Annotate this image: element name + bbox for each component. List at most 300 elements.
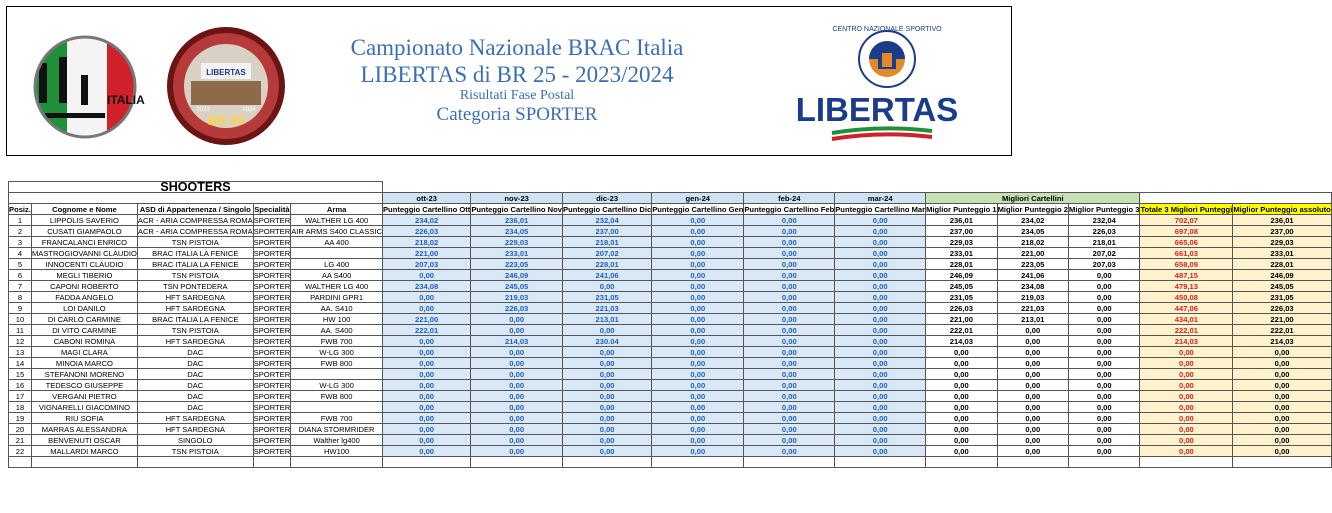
cell-club: TSN PONTEDERA — [137, 281, 253, 292]
cell-pos: 11 — [9, 325, 32, 336]
cell-mar: 0,00 — [835, 292, 926, 303]
cell-pos: 17 — [9, 391, 32, 402]
cell-gen: 0,00 — [652, 259, 744, 270]
cell-absolute: 214,03 — [1233, 336, 1331, 347]
cell-ott: 0,00 — [382, 369, 470, 380]
cell-club: DAC — [137, 369, 253, 380]
cell-feb: 0,00 — [744, 314, 835, 325]
cell-nov: 236,01 — [471, 215, 563, 226]
table-row — [9, 215, 1332, 226]
cell-nov: 246,09 — [471, 270, 563, 281]
cell-feb: 0,00 — [744, 380, 835, 391]
cell-feb: 0,00 — [744, 402, 835, 413]
cell-mar: 0,00 — [835, 380, 926, 391]
table-row — [9, 369, 1332, 380]
cell-best2: 0,00 — [997, 435, 1068, 446]
cell-best2: 0,00 — [997, 358, 1068, 369]
cell-total: 447,06 — [1140, 303, 1233, 314]
cell-feb: 0,00 — [744, 358, 835, 369]
cell-absolute: 0,00 — [1233, 358, 1331, 369]
cell-pos: 5 — [9, 259, 32, 270]
cell-gen: 0,00 — [652, 325, 744, 336]
col-header-gen: Punteggio Cartellino Gen — [652, 204, 744, 214]
col-header-mar: Punteggio Cartellino Mar — [835, 204, 926, 214]
table-row — [9, 380, 1332, 391]
cell-weapon: LG 400 — [291, 259, 383, 270]
cell-gen: 0,00 — [652, 391, 744, 402]
cell-dic: 0,00 — [563, 369, 652, 380]
libertas-arc-text: CENTRO NAZIONALE SPORTIVO — [832, 26, 942, 33]
cell-dic: 0,00 — [563, 435, 652, 446]
cell-pos: 6 — [9, 270, 32, 281]
cell-nov: 245,05 — [471, 281, 563, 292]
cell-ott: 0,00 — [382, 402, 470, 413]
cell-weapon: AIR ARMS S400 CLASSIC — [291, 226, 382, 236]
results-table-wrapper — [8, 181, 1332, 468]
cell-absolute: 245,05 — [1233, 281, 1331, 292]
cell-best3: 0,00 — [1069, 402, 1140, 413]
cell-weapon: Walther lg400 — [291, 435, 383, 446]
cell-specialty: SPORTER — [253, 281, 291, 291]
cell-club: BRAC ITALIA LA FENICE — [137, 314, 253, 325]
cell-specialty: SPORTER — [253, 248, 291, 258]
cell-weapon — [291, 402, 383, 413]
cell-best2: 0,00 — [997, 424, 1068, 435]
cell-gen: 0,00 — [652, 446, 744, 457]
cell-weapon: WALTHER LG 400 — [291, 281, 383, 292]
cell-dic: 0,00 — [563, 413, 652, 424]
cell-feb: 0,00 — [744, 237, 835, 248]
cell-gen: 0,00 — [652, 380, 744, 391]
cell-club: DAC — [137, 380, 253, 391]
cell-club: BRAC ITALIA LA FENICE — [137, 248, 253, 259]
cell-specialty: SPORTER — [253, 424, 291, 434]
cell-total: 0,00 — [1140, 402, 1233, 413]
cell-feb: 0,00 — [744, 281, 835, 292]
cell-best3: 218,01 — [1069, 237, 1140, 248]
cell-nov: 0,00 — [471, 424, 563, 435]
cell-best1: 226,03 — [926, 303, 997, 314]
brac-logo-text: ITALIA — [107, 93, 145, 107]
cell-name: BENVENUTI OSCAR — [31, 435, 137, 446]
cell-nov: 0,00 — [471, 369, 563, 380]
cell-pos: 1 — [9, 215, 32, 226]
cell-club: HFT SARDEGNA — [137, 336, 253, 347]
results-table — [8, 181, 1332, 468]
cell-pos: 8 — [9, 292, 32, 303]
cell-best2: 234,08 — [997, 281, 1068, 292]
cell-weapon: AA. S400 — [291, 325, 383, 336]
cell-total: 450,08 — [1140, 292, 1233, 303]
cell-best3: 0,00 — [1069, 347, 1140, 358]
cell-best1: 0,00 — [926, 435, 997, 446]
cell-club: HFT SARDEGNA — [137, 292, 253, 303]
cell-total: 665,06 — [1140, 237, 1233, 248]
cell-mar: 0,00 — [835, 226, 926, 237]
table-row — [9, 270, 1332, 281]
cell-ott: 221,00 — [382, 314, 470, 325]
col-header-m1: Miglior Punteggio 1 — [926, 204, 997, 214]
cell-total: 661,03 — [1140, 248, 1233, 259]
cell-dic: 0,00 — [563, 347, 652, 358]
cell-specialty: SPORTER — [253, 369, 291, 379]
cell-feb: 0,00 — [744, 292, 835, 303]
cell-club: TSN PISTOIA — [137, 270, 253, 281]
cell-best3: 0,00 — [1069, 424, 1140, 435]
cell-total: 0,00 — [1140, 391, 1233, 402]
cell-best3: 0,00 — [1069, 303, 1140, 314]
cell-club: ACR - ARIA COMPRESSA ROMA — [137, 215, 253, 225]
cell-name: LIPPOLIS SAVERIO — [31, 215, 137, 226]
cell-ott: 234,02 — [382, 215, 470, 226]
shooters-title: SHOOTERS — [9, 182, 383, 193]
table-row — [9, 358, 1332, 369]
cell-pos: 15 — [9, 369, 32, 380]
cell-feb: 0,00 — [744, 424, 835, 435]
cell-name: MASTROGIOVANNI CLAUDIO — [31, 248, 137, 258]
cell-specialty: SPORTER — [253, 270, 291, 280]
cell-gen: 0,00 — [652, 226, 744, 237]
cell-weapon: WALTHER LG 400 — [291, 215, 383, 226]
cell-best3: 0,00 — [1069, 270, 1140, 281]
cell-specialty: SPORTER — [253, 380, 291, 390]
cell-feb: 0,00 — [744, 347, 835, 358]
cell-total: 0,00 — [1140, 446, 1233, 457]
cell-feb: 0,00 — [744, 215, 835, 226]
title-block — [292, 35, 742, 126]
cell-ott: 0,00 — [382, 435, 470, 446]
table-row — [9, 248, 1332, 259]
cell-best3: 0,00 — [1069, 281, 1140, 292]
cell-specialty: SPORTER — [253, 402, 291, 412]
cell-mar: 0,00 — [835, 270, 926, 281]
medal-year-right: 2024 — [242, 107, 256, 113]
cell-absolute: 237,00 — [1233, 226, 1331, 237]
cell-best2: 223,05 — [997, 259, 1068, 270]
cell-mar: 0,00 — [835, 369, 926, 380]
cell-nov: 0,00 — [471, 402, 563, 413]
cell-best1: 221,00 — [926, 314, 997, 325]
cell-mar: 0,00 — [835, 248, 926, 259]
cell-gen: 0,00 — [652, 358, 744, 369]
cell-weapon: AA 400 — [291, 237, 383, 248]
cell-best3: 0,00 — [1069, 314, 1140, 325]
sub-title: LIBERTAS di BR 25 - 2023/2024 — [360, 62, 674, 87]
cell-name: LOI DANILO — [31, 303, 137, 314]
cell-gen: 0,00 — [652, 281, 744, 292]
cell-best2: 0,00 — [997, 402, 1068, 413]
cell-total: 214,03 — [1140, 336, 1233, 347]
cell-total: 658,09 — [1140, 259, 1233, 270]
cell-dic: 0,00 — [563, 281, 652, 292]
cell-best3: 0,00 — [1069, 369, 1140, 380]
cell-absolute: 0,00 — [1233, 424, 1331, 435]
category-title: Categoria SPORTER — [436, 104, 598, 125]
month-header: mar-24 — [835, 193, 926, 204]
cell-feb: 0,00 — [744, 446, 835, 457]
cell-total: 697,08 — [1140, 226, 1233, 237]
cell-pos: 2 — [9, 226, 32, 237]
cell-dic: 0,00 — [563, 325, 652, 336]
cell-best1: 245,05 — [926, 281, 997, 292]
month-header: gen-24 — [652, 193, 744, 204]
cell-absolute: 0,00 — [1233, 413, 1331, 424]
cell-gen: 0,00 — [652, 215, 744, 226]
cell-best2: 221,03 — [997, 303, 1068, 314]
header-banner — [6, 6, 1012, 156]
cell-gen: 0,00 — [652, 424, 744, 435]
cell-specialty: SPORTER — [253, 391, 291, 401]
cell-ott: 0,00 — [382, 446, 470, 457]
cell-specialty: SPORTER — [253, 215, 291, 225]
table-row — [9, 435, 1332, 446]
col-header-ott: Punteggio Cartellino Ott — [382, 204, 471, 214]
cell-mar: 0,00 — [835, 314, 926, 325]
cell-mar: 0,00 — [835, 281, 926, 292]
cell-absolute: 236,01 — [1233, 215, 1331, 226]
cell-absolute: 0,00 — [1233, 380, 1331, 391]
col-header-arma: Arma — [291, 204, 383, 215]
cell-gen: 0,00 — [652, 270, 744, 281]
cell-specialty: SPORTER — [253, 413, 291, 423]
cell-weapon: DIANA STORMRIDER — [291, 424, 383, 435]
table-row — [9, 347, 1332, 358]
cell-mar: 0,00 — [835, 303, 926, 314]
cell-name: CAPONI ROBERTO — [31, 281, 137, 292]
cell-feb: 0,00 — [744, 270, 835, 281]
cell-absolute: 231,05 — [1233, 292, 1331, 303]
cell-absolute: 0,00 — [1233, 391, 1331, 402]
cell-weapon: PARDINI GPR1 — [291, 292, 383, 303]
cell-specialty: SPORTER — [253, 325, 291, 335]
cell-nov: 0,00 — [471, 446, 563, 457]
cell-mar: 0,00 — [835, 413, 926, 424]
cell-ott: 0,00 — [382, 391, 470, 402]
cell-best1: 0,00 — [926, 413, 997, 424]
cell-dic: 0,00 — [563, 380, 652, 391]
cell-best3: 0,00 — [1069, 446, 1140, 457]
cell-best2: 0,00 — [997, 380, 1068, 391]
cell-absolute: 221,00 — [1233, 314, 1331, 325]
cell-weapon: FWB 700 — [291, 413, 383, 424]
cell-best1: 229,03 — [926, 237, 997, 248]
cell-total: 487,15 — [1140, 270, 1233, 281]
cell-name: MAGI CLARA — [31, 347, 137, 358]
cell-total: 0,00 — [1140, 424, 1233, 435]
cell-ott: 0,00 — [382, 270, 470, 281]
cell-name: MARRAS ALESSANDRA — [31, 424, 137, 435]
cell-ott: 0,00 — [382, 413, 470, 424]
col-header-dic: Punteggio Cartellino Dic — [563, 204, 652, 214]
cell-total: 479,13 — [1140, 281, 1233, 292]
cell-club: TSN PISTOIA — [137, 446, 253, 457]
cell-best1: 233,01 — [926, 248, 997, 259]
cell-gen: 0,00 — [652, 248, 744, 259]
cell-best1: 246,09 — [926, 270, 997, 281]
cell-dic: 230.04 — [563, 336, 652, 347]
cell-best1: 0,00 — [926, 402, 997, 413]
cell-ott: 0,00 — [382, 358, 470, 369]
cell-best1: 0,00 — [926, 391, 997, 402]
cell-nov: 229,03 — [471, 237, 563, 248]
cell-best3: 207,02 — [1069, 248, 1140, 259]
cell-dic: 0,00 — [563, 424, 652, 435]
cell-ott: 222,01 — [382, 325, 470, 336]
cell-dic: 218,01 — [563, 237, 652, 248]
cell-nov: 234,05 — [471, 226, 563, 237]
libertas-wordmark: LIBERTAS — [795, 91, 959, 128]
cell-pos: 16 — [9, 380, 32, 391]
cell-absolute: 226,03 — [1233, 303, 1331, 314]
cell-ott: 207,03 — [382, 259, 470, 270]
cell-best2: 218,02 — [997, 237, 1068, 248]
cell-best1: 214,03 — [926, 336, 997, 347]
cell-name: CUSATI GIAMPAOLO — [31, 226, 137, 237]
col-header-absolute: Miglior Punteggio assoluto — [1233, 204, 1331, 214]
cell-name: RIU SOFIA — [31, 413, 137, 424]
cell-best2: 234,05 — [997, 226, 1068, 237]
cell-club: DAC — [137, 358, 253, 369]
best-scores-header: Migliori Cartellini — [926, 193, 1140, 204]
table-row — [9, 424, 1332, 435]
cell-name: DI CARLO CARMINE — [31, 314, 137, 325]
cell-best3: 0,00 — [1069, 391, 1140, 402]
cell-best1: 0,00 — [926, 347, 997, 358]
table-row — [9, 237, 1332, 248]
medal-title: BR 25 — [207, 113, 245, 128]
cell-feb: 0,00 — [744, 248, 835, 259]
cell-best2: 0,00 — [997, 325, 1068, 336]
cell-specialty: SPORTER — [253, 358, 291, 368]
cell-best2: 234,02 — [997, 215, 1068, 226]
cell-pos: 14 — [9, 358, 32, 369]
cell-weapon: AA. S410 — [291, 303, 383, 314]
cell-gen: 0,00 — [652, 237, 744, 248]
cell-pos: 4 — [9, 248, 32, 259]
col-header-m2: Miglior Punteggio 2 — [997, 204, 1069, 214]
cell-club: HFT SARDEGNA — [137, 303, 253, 314]
cell-dic: 0,00 — [563, 391, 652, 402]
cell-club: ACR - ARIA COMPRESSA ROMA — [137, 226, 253, 236]
cell-pos: 10 — [9, 314, 32, 325]
cell-nov: 233,01 — [471, 248, 563, 259]
cell-best1: 0,00 — [926, 358, 997, 369]
cell-gen: 0,00 — [652, 402, 744, 413]
cell-club: TSN PISTOIA — [137, 325, 253, 336]
cell-best3: 0,00 — [1069, 435, 1140, 446]
table-row — [9, 413, 1332, 424]
cell-total: 702,07 — [1140, 215, 1233, 226]
cell-club: SINGOLO — [137, 435, 253, 446]
cell-mar: 0,00 — [835, 446, 926, 457]
cell-best1: 231,05 — [926, 292, 997, 303]
cell-specialty: SPORTER — [253, 226, 291, 236]
cell-feb: 0,00 — [744, 336, 835, 347]
cell-best2: 0,00 — [997, 413, 1068, 424]
cell-nov: 0,00 — [471, 358, 563, 369]
table-row — [9, 303, 1332, 314]
month-header: nov-23 — [471, 193, 563, 204]
cell-name: DI VITO CARMINE — [31, 325, 137, 336]
cell-gen: 0,00 — [652, 435, 744, 446]
cell-weapon — [291, 369, 383, 380]
cell-gen: 0,00 — [652, 303, 744, 314]
cell-nov: 226,03 — [471, 303, 563, 314]
cell-specialty: SPORTER — [253, 259, 291, 269]
cell-nov: 223,05 — [471, 259, 563, 270]
cell-club: DAC — [137, 391, 253, 402]
cell-mar: 0,00 — [835, 347, 926, 358]
cell-specialty: SPORTER — [253, 292, 291, 302]
phase-title: Risultati Fase Postal — [459, 88, 575, 103]
cell-club: HFT SARDEGNA — [137, 424, 253, 435]
cell-absolute: 0,00 — [1233, 347, 1331, 358]
cell-best2: 0,00 — [997, 446, 1068, 457]
cell-best1: 0,00 — [926, 424, 997, 435]
cell-feb: 0,00 — [744, 226, 835, 237]
cell-best2: 221,00 — [997, 248, 1068, 259]
cell-total: 222,01 — [1140, 325, 1233, 336]
cell-gen: 0,00 — [652, 336, 744, 347]
cell-specialty: SPORTER — [253, 336, 291, 346]
cell-pos: 12 — [9, 336, 32, 347]
cell-best2: 0,00 — [997, 336, 1068, 347]
cell-best3: 0,00 — [1069, 380, 1140, 391]
table-row — [9, 281, 1332, 292]
cell-mar: 0,00 — [835, 424, 926, 435]
cell-ott: 0,00 — [382, 336, 470, 347]
cell-name: FRANCALANCI ENRICO — [31, 237, 137, 248]
table-row — [9, 314, 1332, 325]
cell-total: 0,00 — [1140, 435, 1233, 446]
cell-best3: 0,00 — [1069, 358, 1140, 369]
cell-specialty: SPORTER — [253, 237, 291, 247]
cell-ott: 0,00 — [382, 292, 470, 303]
cell-mar: 0,00 — [835, 391, 926, 402]
cell-total: 0,00 — [1140, 358, 1233, 369]
cell-absolute: 0,00 — [1233, 402, 1331, 413]
cell-dic: 228,01 — [563, 259, 652, 270]
cell-mar: 0,00 — [835, 435, 926, 446]
cell-absolute: 222,01 — [1233, 325, 1331, 336]
cell-pos: 13 — [9, 347, 32, 358]
libertas-logo — [792, 21, 962, 149]
table-row — [9, 325, 1332, 336]
svg-text:LIBERTAS: LIBERTAS — [206, 68, 246, 77]
cell-name: VIGNARELLI GIACOMINO — [31, 402, 137, 413]
cell-best3: 0,00 — [1069, 292, 1140, 303]
cell-feb: 0,00 — [744, 413, 835, 424]
cell-dic: 232,04 — [563, 215, 652, 226]
cell-name: CABONI ROMINA — [31, 336, 137, 347]
cell-name: INNOCENTI CLAUDIO — [31, 259, 137, 270]
cell-nov: 0,00 — [471, 435, 563, 446]
cell-dic: 237,00 — [563, 226, 652, 237]
cell-best2: 241,06 — [997, 270, 1068, 281]
cell-nov: 219,03 — [471, 292, 563, 303]
col-header-m3: Miglior Punteggio 3 — [1069, 204, 1140, 214]
cell-weapon: HW 100 — [291, 314, 383, 325]
cell-feb: 0,00 — [744, 391, 835, 402]
cell-name: TEDESCO GIUSEPPE — [31, 380, 137, 391]
cell-absolute: 233,01 — [1233, 248, 1331, 259]
table-row — [9, 292, 1332, 303]
cell-total: 434,01 — [1140, 314, 1233, 325]
cell-dic: 221,03 — [563, 303, 652, 314]
cell-best1: 228,01 — [926, 259, 997, 270]
cell-best1: 0,00 — [926, 380, 997, 391]
cell-name: MALLARDI MARCO — [31, 446, 137, 457]
